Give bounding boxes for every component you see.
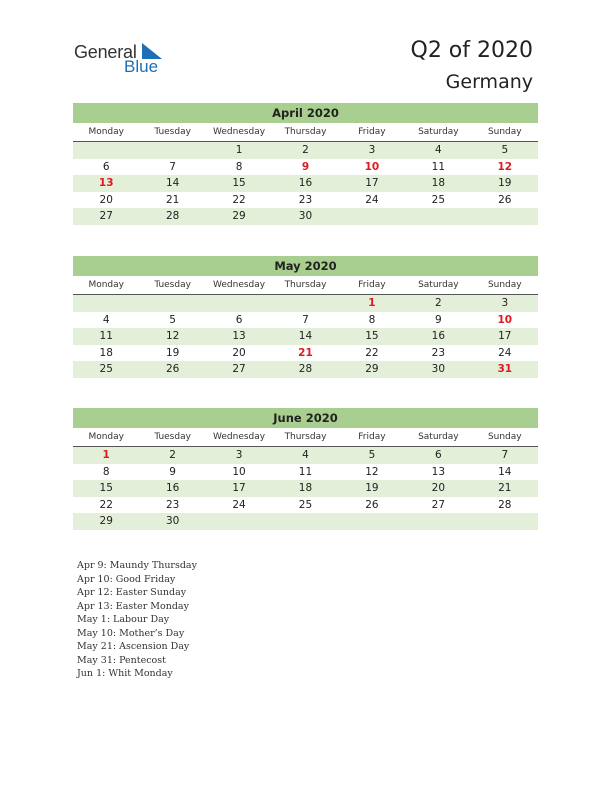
weekday-label: Thursday: [284, 280, 327, 290]
day-cell: 17: [498, 330, 512, 342]
day-cell: 12: [365, 465, 379, 478]
weeks: [73, 447, 538, 530]
week-row: [73, 175, 538, 192]
month-calendar-may: [73, 256, 538, 378]
day-cell: 19: [165, 346, 180, 359]
month-calendar-june: [73, 408, 538, 530]
holiday-list: [77, 559, 197, 681]
day-cell: 16: [165, 482, 180, 494]
day-cell: 22: [365, 346, 379, 359]
day-cell: 5: [368, 449, 376, 461]
day-cell: 23: [431, 346, 446, 359]
week-row: [73, 328, 538, 345]
day-cell: 11: [431, 160, 446, 173]
day-cell: 1: [102, 449, 110, 461]
holiday-item: May 21: Ascension Day: [77, 641, 190, 652]
day-cell: 6: [435, 449, 442, 461]
logo-general-text: General: [74, 42, 137, 62]
week-row: [73, 312, 538, 329]
day-cell: 15: [232, 177, 246, 189]
weekday-label: Wednesday: [213, 280, 266, 290]
day-cell: 27: [99, 210, 113, 222]
day-cell: 12: [497, 160, 513, 173]
day-cell: 1: [235, 144, 243, 156]
weeks: [73, 295, 538, 378]
week-row: [73, 513, 538, 530]
day-cell: [73, 295, 139, 312]
day-cell: 18: [431, 177, 446, 189]
weekday-label: Monday: [88, 432, 124, 442]
weekday-label: Friday: [358, 432, 386, 442]
day-cell: 24: [232, 498, 246, 511]
holiday-item: May 31: Pentecost: [77, 654, 166, 666]
day-cell: [405, 208, 471, 225]
day-cell: 29: [232, 210, 246, 222]
holiday-item: May 10: Mother’s Day: [77, 627, 185, 639]
week-row: [73, 208, 538, 225]
day-cell: [206, 295, 272, 312]
day-cell: 8: [368, 313, 376, 326]
day-cell: 20: [431, 482, 446, 494]
weekday-row: [73, 276, 538, 295]
day-cell: 13: [232, 330, 246, 342]
logo-blue-text: Blue: [124, 57, 159, 76]
weekday-label: Thursday: [284, 432, 327, 442]
day-cell: 30: [165, 515, 180, 527]
weekday-label: Tuesday: [154, 127, 191, 137]
day-cell: 7: [169, 160, 176, 173]
day-cell: [339, 208, 405, 225]
day-cell: [472, 208, 538, 225]
day-cell: 13: [98, 177, 114, 189]
day-cell: 17: [365, 177, 379, 189]
day-cell: 30: [431, 363, 446, 375]
week-row: [73, 497, 538, 514]
day-cell: 11: [99, 330, 113, 342]
week-row: [73, 480, 538, 497]
weekday-label: Wednesday: [213, 127, 266, 137]
month-header: June 2020: [73, 408, 538, 428]
day-cell: 8: [102, 465, 110, 478]
day-cell: [139, 295, 205, 312]
week-row: [73, 361, 538, 378]
day-cell: 22: [232, 193, 246, 206]
page-title: Q2 of 2020: [410, 38, 533, 63]
day-cell: 14: [498, 465, 512, 478]
day-cell: 6: [235, 313, 243, 326]
week-row: [73, 295, 538, 312]
day-cell: 4: [102, 313, 110, 326]
weekday-label: Wednesday: [213, 432, 266, 442]
month-header: May 2020: [73, 256, 538, 276]
day-cell: 9: [435, 313, 442, 326]
holiday-item: Apr 10: Good Friday: [77, 573, 176, 585]
day-cell: 15: [99, 482, 113, 494]
day-cell: 1: [368, 297, 376, 309]
day-cell: 9: [301, 160, 310, 173]
month-header: April 2020: [73, 103, 538, 123]
day-cell: 27: [232, 363, 246, 375]
day-cell: 6: [102, 160, 110, 173]
holiday-item: Apr 13: Easter Monday: [77, 600, 189, 612]
day-cell: 11: [298, 465, 313, 478]
day-cell: 16: [431, 330, 446, 342]
day-cell: 14: [165, 177, 180, 189]
day-cell: 25: [99, 363, 113, 375]
day-cell: 23: [298, 193, 313, 206]
day-cell: [472, 513, 538, 530]
week-row: [73, 142, 538, 159]
day-cell: 19: [498, 177, 512, 189]
weekday-label: Sunday: [487, 280, 522, 290]
day-cell: 10: [232, 465, 246, 478]
weekday-label: Monday: [88, 280, 124, 290]
day-cell: 23: [165, 498, 180, 511]
week-row: [73, 159, 538, 176]
weekday-label: Saturday: [418, 280, 459, 290]
day-cell: 3: [235, 449, 243, 461]
weeks: [73, 142, 538, 225]
weekday-label: Saturday: [418, 127, 459, 137]
weekday-label: Saturday: [418, 432, 459, 442]
day-cell: 2: [302, 144, 309, 156]
day-cell: [139, 142, 205, 159]
day-cell: 21: [298, 346, 313, 359]
day-cell: 2: [435, 297, 442, 309]
holiday-item: May 1: Labour Day: [77, 614, 170, 625]
day-cell: 28: [298, 363, 313, 375]
day-cell: 29: [365, 363, 379, 375]
weekday-label: Thursday: [284, 127, 327, 137]
day-cell: 8: [235, 160, 243, 173]
holiday-item: Apr 12: Easter Sunday: [77, 587, 187, 598]
day-cell: 24: [365, 193, 379, 206]
weekday-row: [73, 123, 538, 142]
day-cell: 28: [165, 210, 180, 222]
day-cell: 21: [498, 482, 512, 494]
day-cell: 10: [364, 160, 380, 173]
holiday-item: Apr 9: Maundy Thursday: [77, 560, 197, 571]
day-cell: 30: [298, 210, 313, 222]
weekday-label: Tuesday: [154, 432, 191, 442]
day-cell: 26: [165, 363, 180, 375]
day-cell: 14: [298, 330, 313, 342]
day-cell: 22: [99, 498, 113, 511]
day-cell: 18: [298, 482, 313, 494]
day-cell: 3: [368, 144, 376, 156]
week-row: [73, 345, 538, 362]
day-cell: [272, 513, 338, 530]
day-cell: 25: [431, 193, 446, 206]
day-cell: 24: [498, 346, 512, 359]
month-calendar-april: [73, 103, 538, 225]
day-cell: 5: [501, 144, 509, 156]
day-cell: 15: [365, 330, 379, 342]
day-cell: 20: [99, 193, 113, 206]
day-cell: 18: [99, 346, 113, 359]
day-cell: 20: [232, 346, 246, 359]
weekday-label: Monday: [88, 127, 124, 137]
country-name: Germany: [445, 71, 533, 93]
day-cell: 9: [169, 465, 176, 478]
day-cell: 29: [99, 515, 113, 527]
day-cell: 25: [298, 498, 313, 511]
day-cell: 28: [498, 498, 512, 511]
day-cell: 7: [302, 313, 309, 326]
day-cell: 13: [431, 465, 446, 478]
holiday-item: Jun 1: Whit Monday: [77, 668, 173, 679]
day-cell: 2: [169, 449, 176, 461]
day-cell: 21: [165, 193, 180, 206]
day-cell: 27: [431, 498, 446, 511]
day-cell: 4: [435, 144, 442, 156]
day-cell: 3: [501, 297, 509, 309]
day-cell: 26: [365, 498, 379, 511]
day-cell: 10: [497, 313, 513, 326]
day-cell: [73, 142, 139, 159]
day-cell: 16: [298, 177, 313, 189]
day-cell: 31: [497, 363, 513, 375]
weekday-label: Friday: [358, 280, 386, 290]
day-cell: 12: [165, 330, 180, 342]
day-cell: 7: [501, 449, 509, 461]
day-cell: 19: [365, 482, 379, 494]
weekday-label: Friday: [358, 127, 386, 137]
day-cell: [339, 513, 405, 530]
weekday-row: [73, 428, 538, 447]
day-cell: 17: [232, 482, 246, 494]
weekday-label: Sunday: [487, 432, 522, 442]
day-cell: 4: [302, 449, 309, 461]
week-row: [73, 447, 538, 464]
day-cell: 26: [498, 193, 512, 206]
day-cell: 5: [169, 313, 176, 326]
day-cell: [405, 513, 471, 530]
day-cell: [206, 513, 272, 530]
week-row: [73, 192, 538, 209]
week-row: [73, 464, 538, 481]
weekday-label: Tuesday: [154, 280, 191, 290]
day-cell: [272, 295, 338, 312]
weekday-label: Sunday: [487, 127, 522, 137]
